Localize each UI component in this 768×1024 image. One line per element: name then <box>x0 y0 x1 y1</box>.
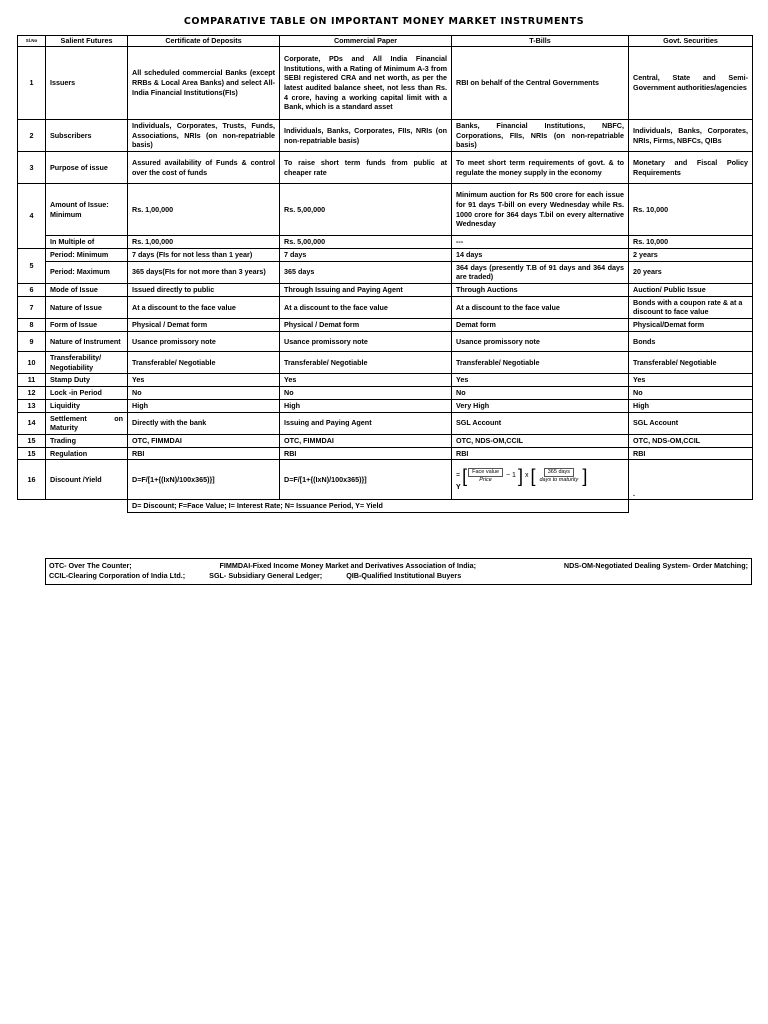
table-row <box>18 296 753 318</box>
footnote-ccil: CCIL-Clearing Corporation of India Ltd.; <box>49 571 186 581</box>
left-bracket: [ <box>530 466 536 487</box>
cd-cell: RBI <box>128 447 280 460</box>
cp-cell: Transferable/ Negotiable <box>280 351 452 373</box>
table-row <box>18 331 753 351</box>
formula-expression <box>456 467 587 485</box>
cd-cell: Physical / Demat form <box>128 319 280 332</box>
footnote-box <box>45 558 752 585</box>
row-number: 15 <box>18 447 46 460</box>
row-number: 6 <box>18 284 46 297</box>
cd-cell: All scheduled commercial Banks (except RRBs & Local Area Banks) and select All-India Financial Institutions(FIs) <box>128 47 280 120</box>
header-certificate-of-deposits: Certificate of Deposits <box>128 36 280 47</box>
tb-cell: Transferable/ Negotiable <box>452 351 629 373</box>
legend-row <box>18 500 753 513</box>
header-commercial-paper: Commercial Paper <box>280 36 452 47</box>
cd-cell: Individuals, Corporates, Trusts, Funds, Associations, NRIs (on non-repatriable basis) <box>128 120 280 152</box>
table-row <box>18 387 753 400</box>
gs-cell: SGL Account <box>629 412 753 434</box>
tb-cell: To meet short term requirements of govt. & to regulate the money supply in the economy <box>452 152 629 184</box>
cp-cell: Issuing and Paying Agent <box>280 412 452 434</box>
cd-cell: Yes <box>128 374 280 387</box>
cp-cell: High <box>280 399 452 412</box>
gs-cell: . <box>629 460 753 500</box>
table-row <box>18 120 753 152</box>
header-t-bills: T-Bills <box>452 36 629 47</box>
row-number: 3 <box>18 152 46 184</box>
cp-cell: Corporate, PDs and All India Financial Institutions, with a Rating of Minimum A-3 from SEBI registered CRA and net worth, as per the latest audited balance sheet, not less than Rs. 4 crore, having a working capital limit with a Bank, which is a standard asset <box>280 47 452 120</box>
fraction-face-price <box>468 468 503 485</box>
row-number: 11 <box>18 374 46 387</box>
tb-cell: Minimum auction for Rs 500 crore for each issue for 91 days T-bill on every Wednesday while Rs. 1000 crore for 364 days T.bil on every alternative Wednesday <box>452 184 629 236</box>
table-row <box>18 399 753 412</box>
row-number: 9 <box>18 331 46 351</box>
page-title: COMPARATIVE TABLE ON IMPORTANT MONEY MARKET INSTRUMENTS <box>183 16 585 27</box>
cd-cell: High <box>128 399 280 412</box>
row-label: Period: Minimum <box>46 248 128 261</box>
comparison-table <box>17 35 753 513</box>
cd-cell: Assured availability of Funds & control over the cost of funds <box>128 152 280 184</box>
tb-cell: Very High <box>452 399 629 412</box>
table-row <box>18 261 753 283</box>
row-label: Form of Issue <box>46 319 128 332</box>
tb-cell: RBI <box>452 447 629 460</box>
footnote-nds-om: NDS-OM-Negotiated Dealing System- Order Matching; <box>563 561 748 570</box>
table-row <box>18 284 753 297</box>
tb-cell: 364 days (presently T.B of 91 days and 364 days are traded) <box>452 261 629 283</box>
cd-cell: Rs. 1,00,000 <box>128 236 280 249</box>
tb-cell: Demat form <box>452 319 629 332</box>
legend-text: D= Discount; F=Face Value; I= Interest Rate; N= Issuance Period, Y= Yield <box>128 500 629 513</box>
cd-cell: Usance promissory note <box>128 331 280 351</box>
gs-cell: Bonds with a coupon rate & at a discount to face value <box>629 296 753 318</box>
table-row <box>18 460 753 500</box>
footnote-line-2 <box>49 571 748 581</box>
times-sign: x <box>524 472 529 480</box>
row-label: Nature of Instrument <box>46 331 128 351</box>
gs-cell: Central, State and Semi-Government authorities/agencies <box>629 47 753 120</box>
footnote-sgl: SGL- Subsidiary General Ledger; <box>209 571 323 581</box>
row-label: Subscribers <box>46 120 128 152</box>
minus-one: − 1 <box>506 472 516 480</box>
gs-cell: OTC, NDS-OM,CCIL <box>629 434 753 447</box>
row-label: Purpose of issue <box>46 152 128 184</box>
face-value-label: Face value <box>468 468 503 477</box>
gs-cell: Transferable/ Negotiable <box>629 351 753 373</box>
header-row <box>18 36 753 47</box>
row-label: Settlement on Maturity <box>46 412 128 434</box>
tb-cell: Yes <box>452 374 629 387</box>
row-label: Stamp Duty <box>46 374 128 387</box>
table-row <box>18 374 753 387</box>
row-label: Amount of Issue: Minimum <box>46 184 128 236</box>
cd-cell: 365 days(FIs for not more than 3 years) <box>128 261 280 283</box>
cd-cell: At a discount to the face value <box>128 296 280 318</box>
tb-cell: No <box>452 387 629 400</box>
footnote-fimmdai: FIMMDAI-Fixed Income Money Market and Derivatives Association of India; <box>219 561 477 570</box>
row-label: Discount /Yield <box>46 460 128 500</box>
footnote-line-1 <box>49 561 748 571</box>
gs-cell: Yes <box>629 374 753 387</box>
footnote-qib: QIB-Qualified Institutional Buyers <box>346 571 462 581</box>
row-label: In Multiple of <box>46 236 128 249</box>
table-row <box>18 236 753 249</box>
row-label: Transferability/ Negotiability <box>46 351 128 373</box>
tb-cell: RBI on behalf of the Central Governments <box>452 47 629 120</box>
row-label: Issuers <box>46 47 128 120</box>
cd-cell: No <box>128 387 280 400</box>
cd-cell: D=F/[1+{(IxN)/100x365)}] <box>128 460 280 500</box>
table-row <box>18 412 753 434</box>
right-bracket: ] <box>517 466 523 487</box>
tb-cell: SGL Account <box>452 412 629 434</box>
fraction-days <box>536 468 581 485</box>
gs-cell: Rs. 10,000 <box>629 184 753 236</box>
left-bracket: [ <box>462 466 468 487</box>
cp-cell: Individuals, Banks, Corporates, FIIs, NRIs (on non-repatriable basis) <box>280 120 452 152</box>
cp-cell: No <box>280 387 452 400</box>
cp-cell: D=F/[1+{(IxN)/100x365)}] <box>280 460 452 500</box>
table-row <box>18 47 753 120</box>
table-row <box>18 447 753 460</box>
row-label: Nature of Issue <box>46 296 128 318</box>
row-number: 4 <box>18 184 46 249</box>
row-label: Period: Maximum <box>46 261 128 283</box>
tb-cell: Usance promissory note <box>452 331 629 351</box>
days-to-maturity-label: days to maturity <box>539 477 579 484</box>
table-row <box>18 434 753 447</box>
tb-cell: 14 days <box>452 248 629 261</box>
tb-cell: Banks, Financial Institutions, NBFC, Corporations, FIIs, NRIs (on non-repatriable basis) <box>452 120 629 152</box>
gs-cell: 2 years <box>629 248 753 261</box>
cp-cell: At a discount to the face value <box>280 296 452 318</box>
cp-cell: 365 days <box>280 261 452 283</box>
row-number: 16 <box>18 460 46 500</box>
row-label: Regulation <box>46 447 128 460</box>
row-number: 15 <box>18 434 46 447</box>
cp-cell: Through Issuing and Paying Agent <box>280 284 452 297</box>
header-govt-securities: Govt. Securities <box>629 36 753 47</box>
tb-cell: Through Auctions <box>452 284 629 297</box>
footnote-otc: OTC- Over The Counter; <box>49 561 132 570</box>
cp-cell: OTC, FIMMDAI <box>280 434 452 447</box>
formula-equals: = <box>456 472 461 480</box>
gs-cell: 20 years <box>629 261 753 283</box>
row-number: 13 <box>18 399 46 412</box>
cp-cell: Rs. 5,00,000 <box>280 236 452 249</box>
cp-cell: Usance promissory note <box>280 331 452 351</box>
header-slno: Sl.No <box>18 36 46 47</box>
gs-cell: RBI <box>629 447 753 460</box>
cp-cell: RBI <box>280 447 452 460</box>
gs-cell: Rs. 10,000 <box>629 236 753 249</box>
cd-cell: 7 days (FIs for not less than 1 year) <box>128 248 280 261</box>
row-number: 12 <box>18 387 46 400</box>
cd-cell: Directly with the bank <box>128 412 280 434</box>
tb-cell: At a discount to the face value <box>452 296 629 318</box>
table-row <box>18 184 753 236</box>
row-number: 14 <box>18 412 46 434</box>
cp-cell: 7 days <box>280 248 452 261</box>
table-row <box>18 351 753 373</box>
row-number: 8 <box>18 319 46 332</box>
cd-cell: Transferable/ Negotiable <box>128 351 280 373</box>
yield-formula <box>452 460 629 500</box>
gs-cell: No <box>629 387 753 400</box>
row-label: Trading <box>46 434 128 447</box>
gs-cell: Auction/ Public Issue <box>629 284 753 297</box>
row-number: 1 <box>18 47 46 120</box>
days-365-label: 365 days <box>544 468 574 477</box>
cd-cell: OTC, FIMMDAI <box>128 434 280 447</box>
gs-cell: Physical/Demat form <box>629 319 753 332</box>
price-label: Price <box>479 477 492 484</box>
row-label: Mode of Issue <box>46 284 128 297</box>
cp-cell: Rs. 5,00,000 <box>280 184 452 236</box>
cd-cell: Issued directly to public <box>128 284 280 297</box>
cp-cell: Yes <box>280 374 452 387</box>
tb-cell: --- <box>452 236 629 249</box>
header-salient-futures: Salient Futures <box>46 36 128 47</box>
cp-cell: To raise short term funds from public at cheaper rate <box>280 152 452 184</box>
row-number: 5 <box>18 248 46 283</box>
row-label: Liquidity <box>46 399 128 412</box>
table-row <box>18 152 753 184</box>
row-label: Lock -in Period <box>46 387 128 400</box>
table-row <box>18 319 753 332</box>
row-number: 7 <box>18 296 46 318</box>
cd-cell: Rs. 1,00,000 <box>128 184 280 236</box>
cp-cell: Physical / Demat form <box>280 319 452 332</box>
gs-cell: Monetary and Fiscal Policy Requirements <box>629 152 753 184</box>
tb-cell: OTC, NDS-OM,CCIL <box>452 434 629 447</box>
row-number: 2 <box>18 120 46 152</box>
row-number: 10 <box>18 351 46 373</box>
gs-cell: Individuals, Banks, Corporates, NRIs, Firms, NBFCs, QIBs <box>629 120 753 152</box>
yield-symbol: Y <box>456 484 461 492</box>
table-row <box>18 248 753 261</box>
right-bracket: ] <box>582 466 588 487</box>
gs-cell: High <box>629 399 753 412</box>
gs-cell: Bonds <box>629 331 753 351</box>
